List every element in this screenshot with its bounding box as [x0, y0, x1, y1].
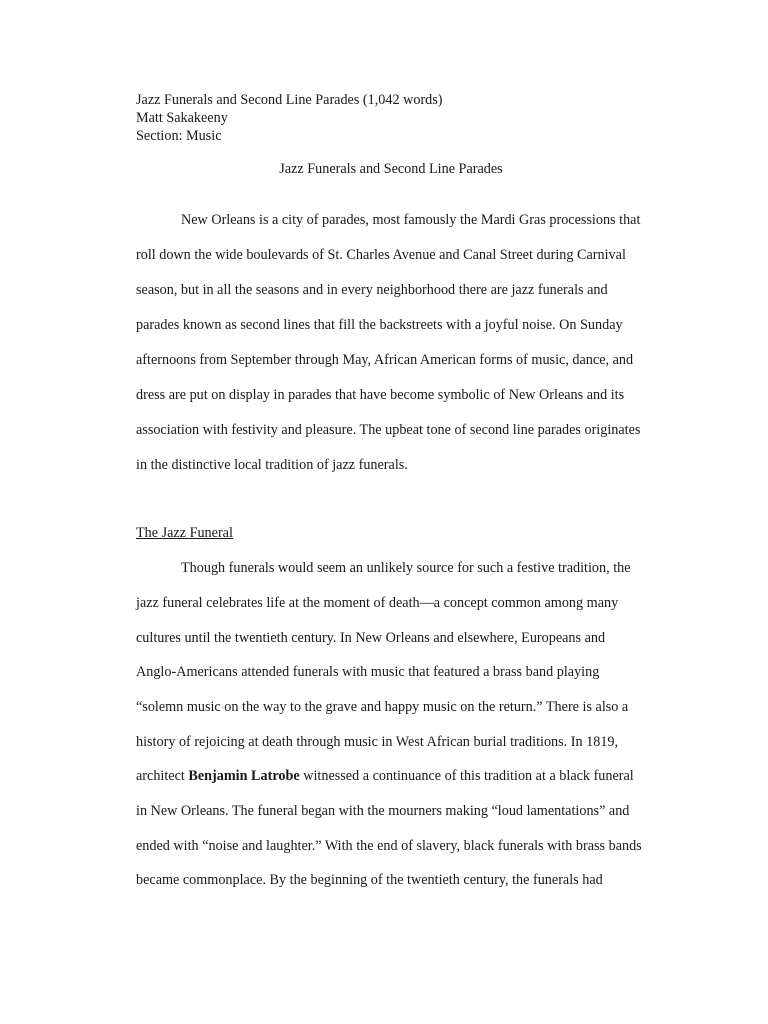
document-header: [136, 91, 443, 145]
section-heading: The Jazz Funeral: [136, 525, 233, 541]
paragraph-line: roll down the wide boulevards of St. Charles Avenue and Canal Street during Carnival: [136, 247, 626, 263]
paragraph-line: New Orleans is a city of parades, most famously the Mardi Gras processions that: [181, 212, 641, 228]
header-section-line: Section: Music: [136, 128, 222, 144]
header-author-line: Matt Sakakeeny: [136, 110, 228, 126]
paragraph-line: in the distinctive local tradition of jazz funerals.: [136, 457, 408, 473]
text-run: architect: [136, 768, 189, 784]
paragraph-line: in New Orleans. The funeral began with the mourners making “loud lamentations” and: [136, 803, 630, 819]
paragraph-line: “solemn music on the way to the grave and happy music on the return.” There is also a: [136, 699, 629, 715]
paragraph-line: history of rejoicing at death through music in West African burial traditions. In 1819,: [136, 734, 619, 750]
paragraph-line: dress are put on display in parades that have become symbolic of New Orleans and its: [136, 387, 625, 403]
document-title: Jazz Funerals and Second Line Parades: [279, 161, 503, 177]
paragraph-line: became commonplace. By the beginning of the twentieth century, the funerals had: [136, 872, 603, 888]
paragraph-line: cultures until the twentieth century. In New Orleans and elsewhere, Europeans and: [136, 630, 606, 646]
paragraph-line: Anglo-Americans attended funerals with music that featured a brass band playing: [136, 664, 600, 680]
text-run: witnessed a continuance of this tradition at a black funeral: [299, 768, 634, 784]
paragraph-line: afternoons from September through May, African American forms of music, dance, and: [136, 352, 634, 368]
paragraph-line: Though funerals would seem an unlikely source for such a festive tradition, the: [181, 560, 631, 576]
paragraph-line: [136, 768, 634, 785]
paragraph-line: parades known as second lines that fill the backstreets with a joyful noise. On Sunday: [136, 317, 623, 333]
paragraph-line: association with festivity and pleasure. The upbeat tone of second line parades originates: [136, 422, 641, 438]
header-title-line: Jazz Funerals and Second Line Parades (1,042 words): [136, 92, 443, 108]
bold-name: Benjamin Latrobe: [188, 768, 300, 784]
paragraph-line: jazz funeral celebrates life at the moment of death—a concept common among many: [136, 595, 619, 611]
paragraph-line: season, but in all the seasons and in every neighborhood there are jazz funerals and: [136, 282, 608, 298]
paragraph-line: ended with “noise and laughter.” With the end of slavery, black funerals with brass bands: [136, 838, 642, 854]
